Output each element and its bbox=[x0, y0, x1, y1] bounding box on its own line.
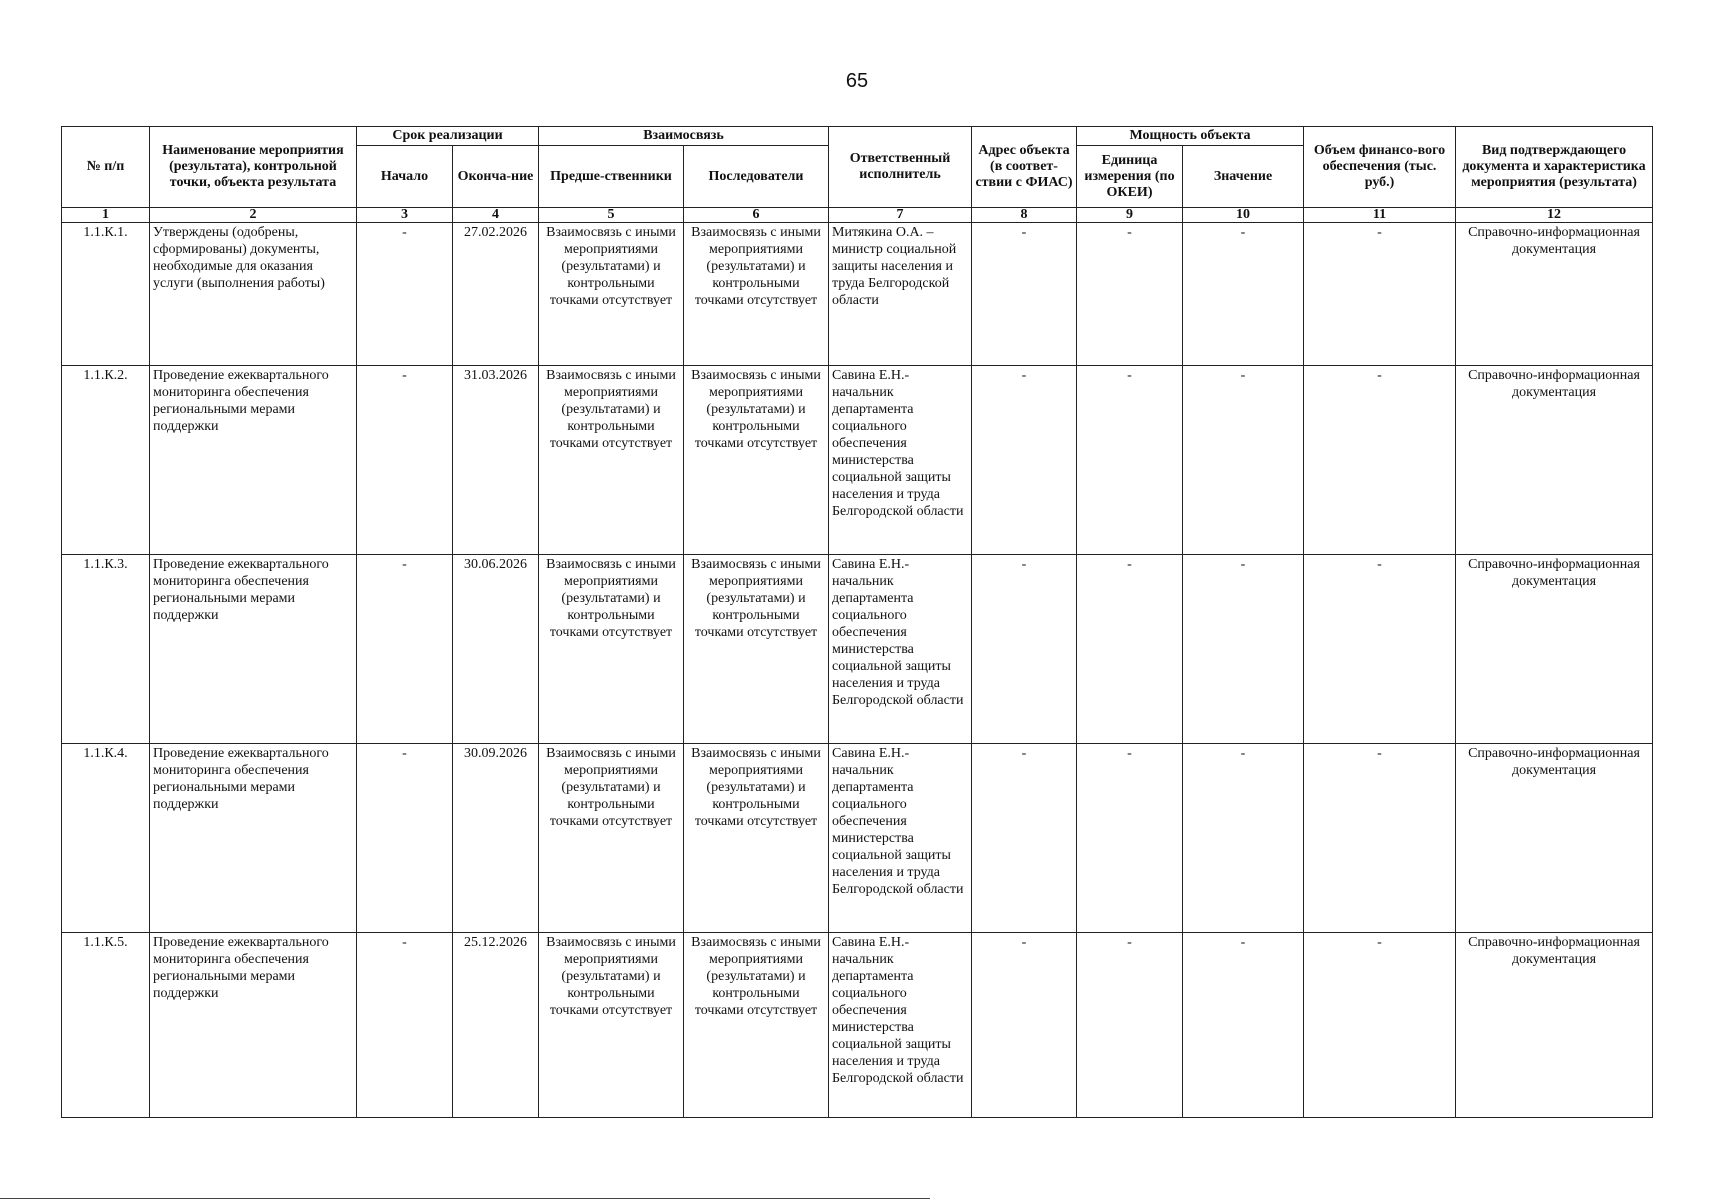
row-successors: Взаимосвязь с иными мероприятиями (результатами) и контрольными точками отсутствует bbox=[684, 366, 829, 555]
row-name: Проведение ежеквартального мониторинга обеспечения региональными мерами поддержки bbox=[150, 744, 357, 933]
column-number: 7 bbox=[829, 208, 972, 223]
row-name: Утверждены (одобрены, сформированы) документы, необходимые для оказания услуги (выполнения работы) bbox=[150, 223, 357, 366]
row-responsible: Савина Е.Н.- начальник департамента социального обеспечения министерства социальной защиты населения и труда Белгородской области bbox=[829, 555, 972, 744]
row-unit: - bbox=[1077, 744, 1183, 933]
header-responsible: Ответственный исполнитель bbox=[829, 127, 972, 208]
row-value: - bbox=[1183, 933, 1304, 1118]
row-address: - bbox=[972, 933, 1077, 1118]
row-doc-type: Справочно-информационная документация bbox=[1456, 744, 1653, 933]
row-finance: - bbox=[1304, 744, 1456, 933]
row-responsible: Савина Е.Н.- начальник департамента социального обеспечения министерства социальной защиты населения и труда Белгородской области bbox=[829, 933, 972, 1118]
row-num: 1.1.К.2. bbox=[62, 366, 150, 555]
row-successors: Взаимосвязь с иными мероприятиями (результатами) и контрольными точками отсутствует bbox=[684, 933, 829, 1118]
column-numbers-row bbox=[62, 208, 1653, 223]
row-name: Проведение ежеквартального мониторинга обеспечения региональными мерами поддержки bbox=[150, 555, 357, 744]
row-unit: - bbox=[1077, 366, 1183, 555]
header-capacity: Мощность объекта bbox=[1077, 127, 1304, 146]
table-row bbox=[62, 744, 1653, 933]
row-end: 25.12.2026 bbox=[453, 933, 539, 1118]
column-number: 9 bbox=[1077, 208, 1183, 223]
row-address: - bbox=[972, 366, 1077, 555]
row-name: Проведение ежеквартального мониторинга обеспечения региональными мерами поддержки bbox=[150, 366, 357, 555]
row-name: Проведение ежеквартального мониторинга обеспечения региональными мерами поддержки bbox=[150, 933, 357, 1118]
row-end: 27.02.2026 bbox=[453, 223, 539, 366]
bottom-rule bbox=[0, 1198, 930, 1199]
row-doc-type: Справочно-информационная документация bbox=[1456, 933, 1653, 1118]
row-start: - bbox=[357, 223, 453, 366]
header-name: Наименование мероприятия (результата), контрольной точки, объекта результата bbox=[150, 127, 357, 208]
table-row bbox=[62, 933, 1653, 1118]
column-number: 11 bbox=[1304, 208, 1456, 223]
column-number: 2 bbox=[150, 208, 357, 223]
row-predecessors: Взаимосвязь с иными мероприятиями (результатами) и контрольными точками отсутствует bbox=[539, 555, 684, 744]
row-finance: - bbox=[1304, 223, 1456, 366]
row-predecessors: Взаимосвязь с иными мероприятиями (результатами) и контрольными точками отсутствует bbox=[539, 744, 684, 933]
header-unit: Единица измерения (по ОКЕИ) bbox=[1077, 146, 1183, 208]
row-address: - bbox=[972, 555, 1077, 744]
row-predecessors: Взаимосвязь с иными мероприятиями (результатами) и контрольными точками отсутствует bbox=[539, 223, 684, 366]
row-responsible: Савина Е.Н.- начальник департамента социального обеспечения министерства социальной защиты населения и труда Белгородской области bbox=[829, 744, 972, 933]
row-successors: Взаимосвязь с иными мероприятиями (результатами) и контрольными точками отсутствует bbox=[684, 555, 829, 744]
row-value: - bbox=[1183, 366, 1304, 555]
row-successors: Взаимосвязь с иными мероприятиями (результатами) и контрольными точками отсутствует bbox=[684, 744, 829, 933]
header-start: Начало bbox=[357, 146, 453, 208]
header-end: Оконча-ние bbox=[453, 146, 539, 208]
column-number: 10 bbox=[1183, 208, 1304, 223]
row-start: - bbox=[357, 366, 453, 555]
row-finance: - bbox=[1304, 366, 1456, 555]
row-doc-type: Справочно-информационная документация bbox=[1456, 366, 1653, 555]
row-successors: Взаимосвязь с иными мероприятиями (результатами) и контрольными точками отсутствует bbox=[684, 223, 829, 366]
row-num: 1.1.К.3. bbox=[62, 555, 150, 744]
row-start: - bbox=[357, 744, 453, 933]
column-number: 3 bbox=[357, 208, 453, 223]
row-end: 30.06.2026 bbox=[453, 555, 539, 744]
header-num: № п/п bbox=[62, 127, 150, 208]
row-value: - bbox=[1183, 744, 1304, 933]
header-successors: Последователи bbox=[684, 146, 829, 208]
header-address: Адрес объекта (в соответ-ствии с ФИАС) bbox=[972, 127, 1077, 208]
header-row-1 bbox=[62, 127, 1653, 146]
row-responsible: Савина Е.Н.- начальник департамента социального обеспечения министерства социальной защиты населения и труда Белгородской области bbox=[829, 366, 972, 555]
row-address: - bbox=[972, 223, 1077, 366]
column-number: 4 bbox=[453, 208, 539, 223]
column-number: 5 bbox=[539, 208, 684, 223]
row-num: 1.1.К.5. bbox=[62, 933, 150, 1118]
header-value: Значение bbox=[1183, 146, 1304, 208]
column-number: 1 bbox=[62, 208, 150, 223]
row-unit: - bbox=[1077, 555, 1183, 744]
row-responsible: Митякина О.А. – министр социальной защиты населения и труда Белгородской области bbox=[829, 223, 972, 366]
measures-table bbox=[61, 126, 1653, 1118]
column-number: 6 bbox=[684, 208, 829, 223]
row-finance: - bbox=[1304, 555, 1456, 744]
header-predecessors: Предше-ственники bbox=[539, 146, 684, 208]
header-finance: Объем финансо-вого обеспечения (тыс. руб.) bbox=[1304, 127, 1456, 208]
row-doc-type: Справочно-информационная документация bbox=[1456, 223, 1653, 366]
column-number: 8 bbox=[972, 208, 1077, 223]
row-unit: - bbox=[1077, 223, 1183, 366]
row-start: - bbox=[357, 933, 453, 1118]
header-doc-type: Вид подтверждающего документа и характеристика мероприятия (результата) bbox=[1456, 127, 1653, 208]
row-value: - bbox=[1183, 555, 1304, 744]
row-num: 1.1.К.1. bbox=[62, 223, 150, 366]
table-row bbox=[62, 366, 1653, 555]
column-number: 12 bbox=[1456, 208, 1653, 223]
header-relation: Взаимосвязь bbox=[539, 127, 829, 146]
page-number: 65 bbox=[845, 70, 869, 92]
table-row bbox=[62, 223, 1653, 366]
row-start: - bbox=[357, 555, 453, 744]
row-end: 30.09.2026 bbox=[453, 744, 539, 933]
row-finance: - bbox=[1304, 933, 1456, 1118]
row-num: 1.1.К.4. bbox=[62, 744, 150, 933]
row-unit: - bbox=[1077, 933, 1183, 1118]
row-predecessors: Взаимосвязь с иными мероприятиями (результатами) и контрольными точками отсутствует bbox=[539, 366, 684, 555]
row-predecessors: Взаимосвязь с иными мероприятиями (результатами) и контрольными точками отсутствует bbox=[539, 933, 684, 1118]
row-value: - bbox=[1183, 223, 1304, 366]
row-address: - bbox=[972, 744, 1077, 933]
header-period: Срок реализации bbox=[357, 127, 539, 146]
row-doc-type: Справочно-информационная документация bbox=[1456, 555, 1653, 744]
row-end: 31.03.2026 bbox=[453, 366, 539, 555]
table-row bbox=[62, 555, 1653, 744]
